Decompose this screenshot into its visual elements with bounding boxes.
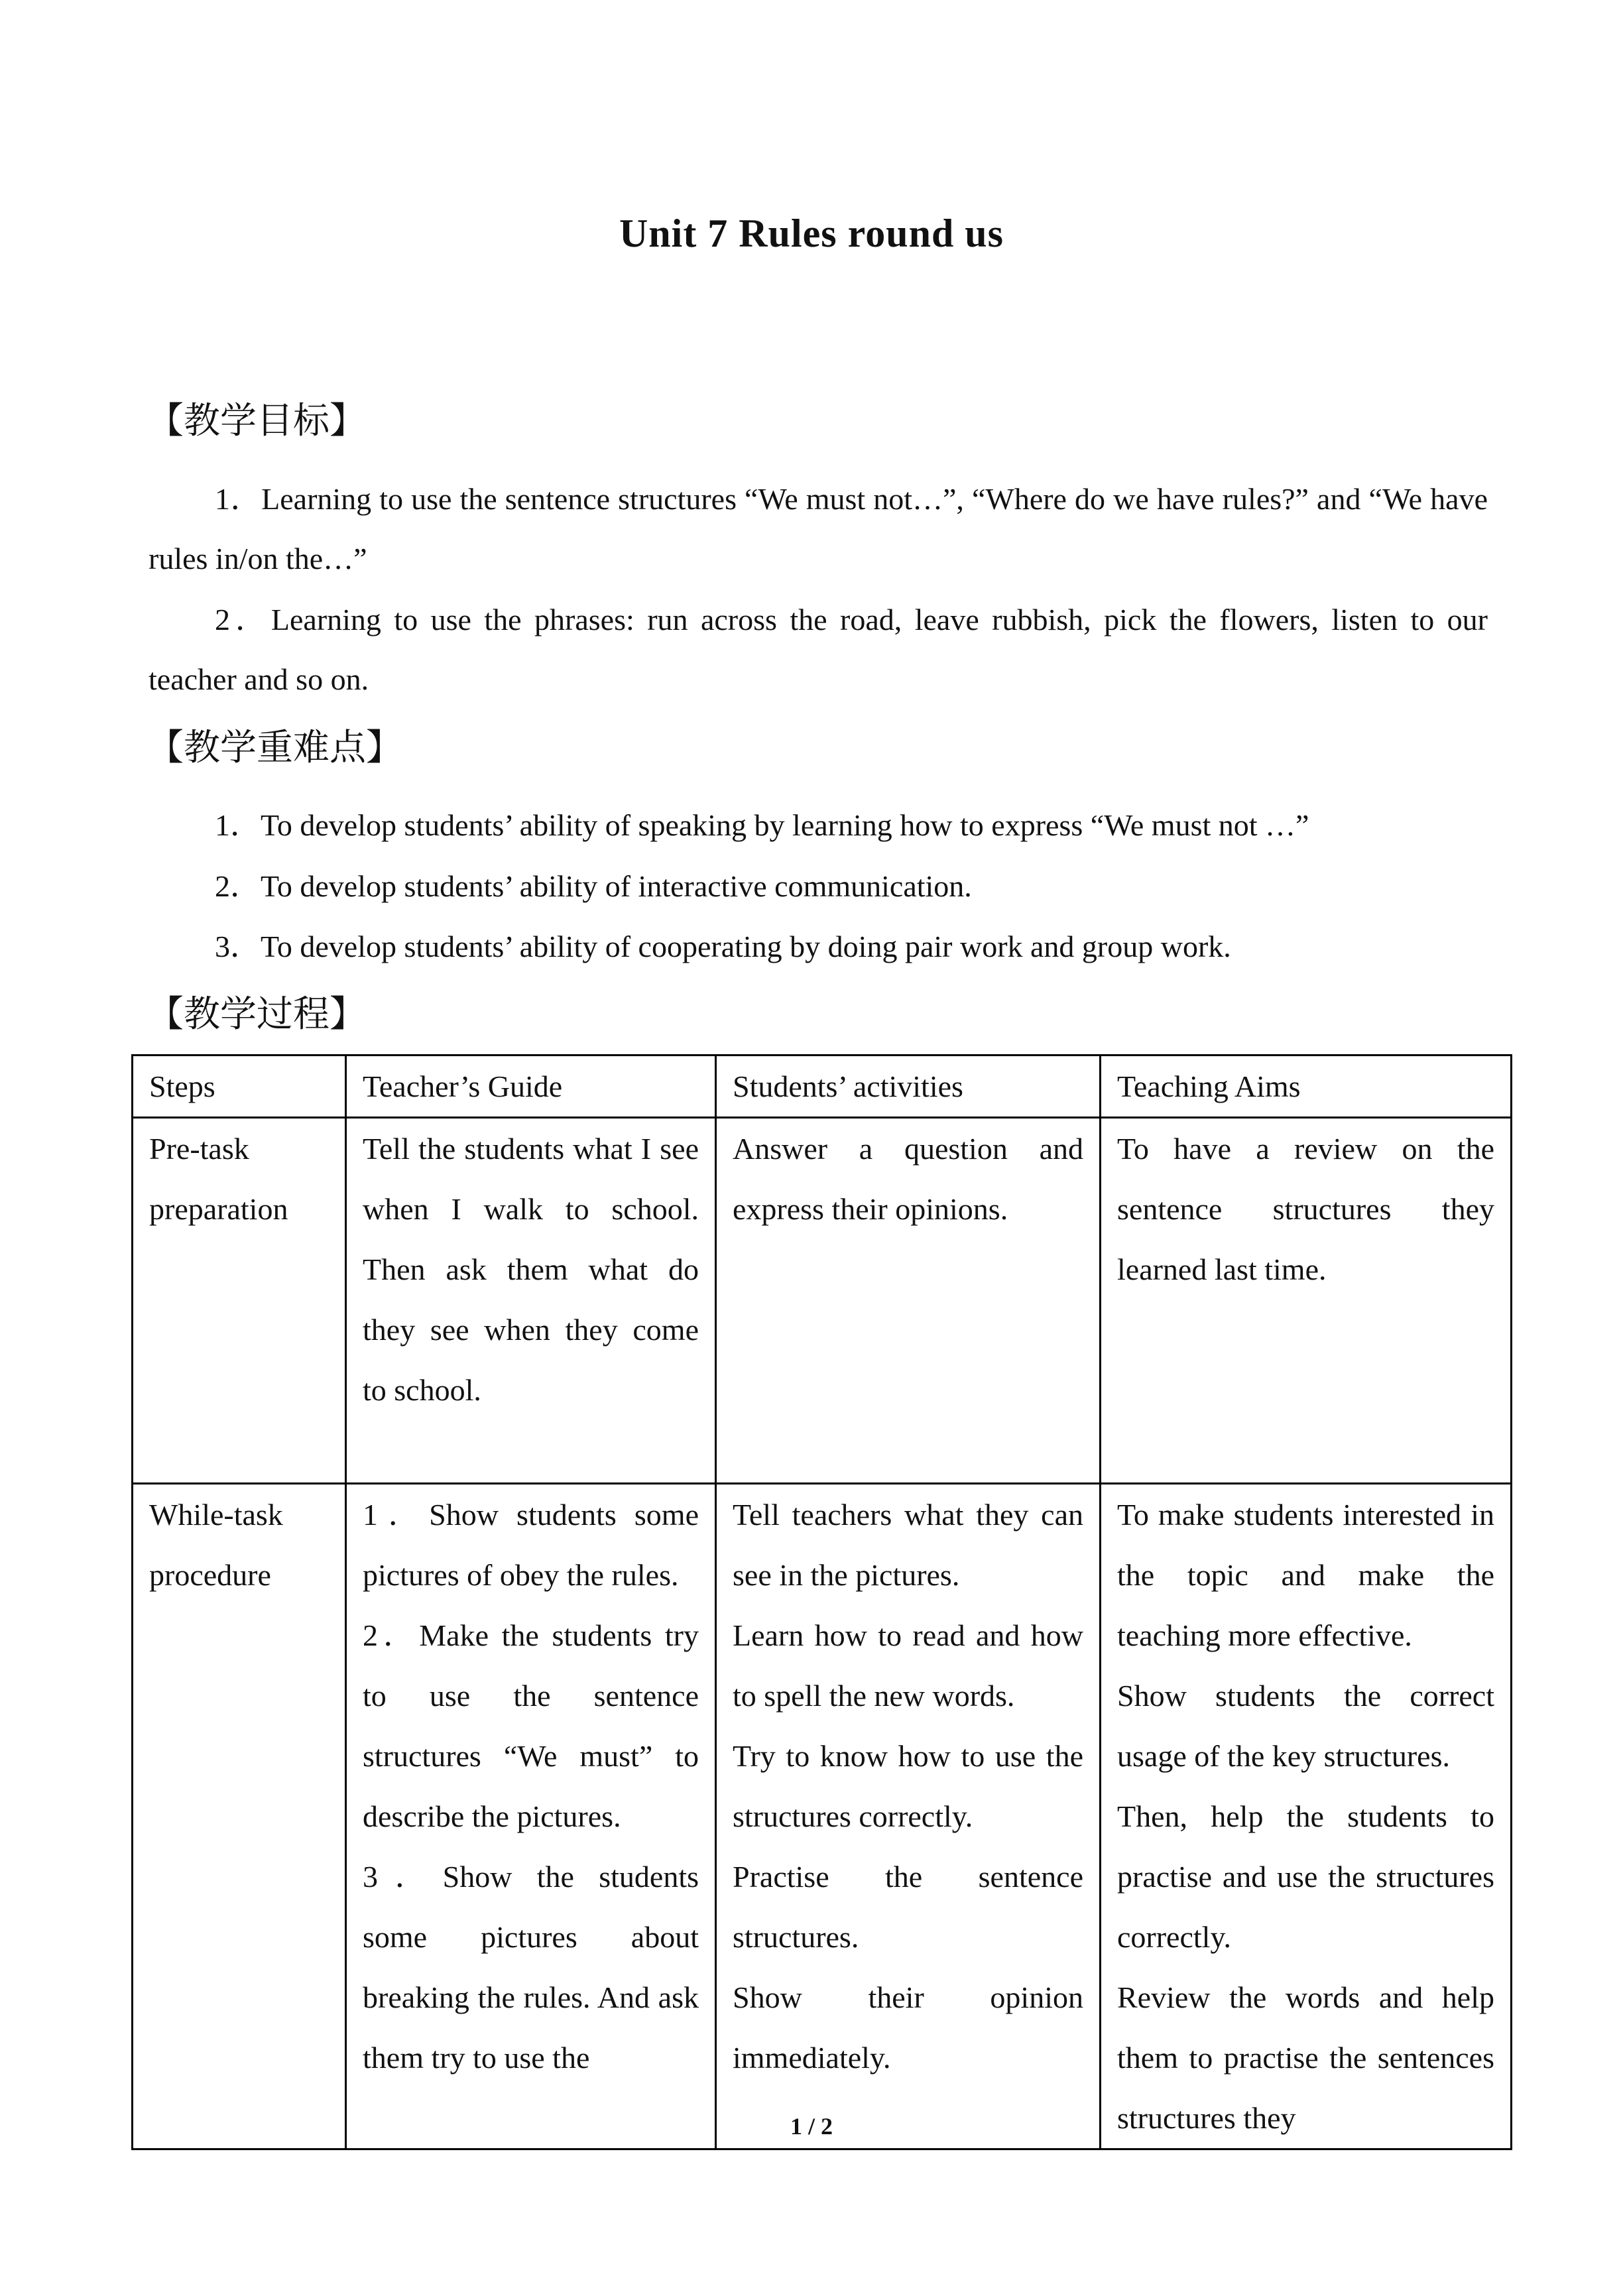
key-points-heading: 【教学重难点】: [147, 726, 403, 768]
key-point-item-1: 1．To develop students’ ability of speaking by learning how to express “We must not …”: [215, 808, 1309, 842]
activity-item: Tell teachers what they can see in the pictures.: [733, 1498, 1083, 1592]
table-header-row: [133, 1056, 1512, 1118]
pre-task-step: Pre-task preparation: [133, 1118, 346, 1484]
pre-task-aims: To have a review on the sentence structures they learned last time.: [1101, 1118, 1512, 1484]
while-task-activities: [716, 1484, 1101, 2149]
guide-item: 2．Make the students try to use the sentence structures “We must” to describe the pictures.: [363, 1618, 699, 1833]
aim-item: Show students the correct usage of the key structures.: [1117, 1679, 1494, 1773]
header-steps: Steps: [133, 1056, 346, 1118]
objectives-heading: 【教学目标】: [147, 399, 367, 442]
activity-item: Practise the sentence structures.: [733, 1860, 1083, 1954]
while-task-aims: [1101, 1484, 1512, 2149]
pre-task-guide: Tell the students what I see when I walk to school. Then ask them what do they see when they come to school.: [346, 1118, 716, 1484]
aim-item: To make students interested in the topic and make the teaching more effective.: [1117, 1498, 1494, 1652]
pre-task-activities: Answer a question and express their opinions.: [716, 1118, 1101, 1484]
key-point-item-2: 2．To develop students’ ability of interactive communication.: [215, 869, 972, 903]
page-number: 1 / 2: [790, 2113, 833, 2140]
key-point-item-3: 3．To develop students’ ability of cooperating by doing pair work and group work.: [215, 930, 1231, 963]
page-title: Unit 7 Rules round us: [619, 211, 1004, 255]
header-teaching-aims: Teaching Aims: [1101, 1056, 1512, 1118]
while-task-guide: [346, 1484, 716, 2149]
aim-item: Then, help the students to practise and use the structures correctly.: [1117, 1799, 1494, 1954]
activity-item: Show their opinion immediately.: [733, 1980, 1083, 2075]
table-row: [133, 1118, 1512, 1484]
guide-item: 3．Show the students some pictures about breaking the rules. And ask them try to use the: [363, 1860, 699, 2075]
header-students-activities: Students’ activities: [716, 1056, 1101, 1118]
objective-item-2: 2．Learning to use the phrases: run across the road, leave rubbish, pick the flowers, listen to our teacher and so on.: [149, 603, 1488, 696]
activity-item: Try to know how to use the structures correctly.: [733, 1739, 1083, 1833]
objective-item-1: 1．Learning to use the sentence structures “We must not…”, “Where do we have rules?” and “We have rules in/on the…”: [149, 482, 1488, 575]
aim-item: Review the words and help them to practise the sentences structures they: [1117, 1980, 1494, 2135]
header-teachers-guide: Teacher’s Guide: [346, 1056, 716, 1118]
while-task-step: While-task procedure: [133, 1484, 346, 2149]
guide-item: 1．Show students some pictures of obey the rules.: [363, 1498, 699, 1592]
teaching-process-table: [131, 1054, 1512, 2150]
table-row: [133, 1484, 1512, 2149]
activity-item: Learn how to read and how to spell the new words.: [733, 1618, 1083, 1713]
process-heading: 【教学过程】: [147, 993, 367, 1035]
